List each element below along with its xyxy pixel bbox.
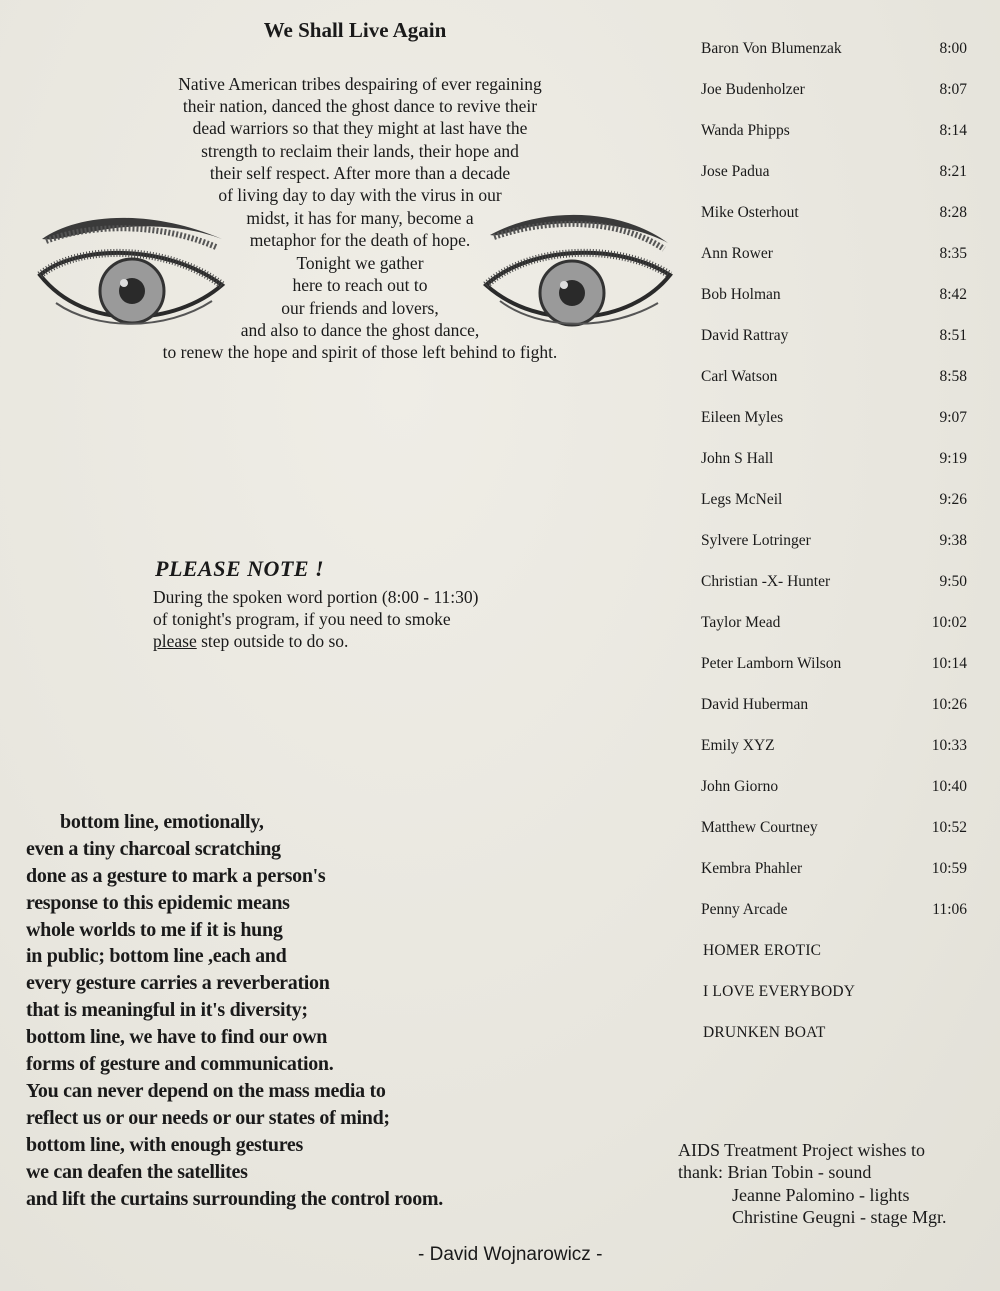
intro-line: strength to reclaim their lands, their hope and bbox=[201, 141, 519, 161]
page-title: We Shall Live Again bbox=[263, 18, 447, 42]
schedule-performer: Mike Osterhout bbox=[701, 204, 799, 221]
thanks-line: Jeanne Palomino - lights bbox=[732, 1185, 910, 1205]
note-line: of tonight's program, if you need to smoke bbox=[153, 609, 451, 629]
note-line: During the spoken word portion (8:00 - 11:30) bbox=[153, 587, 479, 607]
schedule-time: 10:59 bbox=[931, 860, 967, 877]
schedule-time: 8:35 bbox=[939, 245, 967, 262]
schedule-time: 9:07 bbox=[939, 409, 967, 426]
intro-line: Tonight we gather bbox=[296, 253, 424, 273]
schedule-performer: Baron Von Blumenzak bbox=[701, 40, 842, 57]
schedule-performer: Joe Budenholzer bbox=[701, 81, 805, 98]
poem-line: even a tiny charcoal scratching bbox=[26, 838, 281, 860]
schedule-time: 10:14 bbox=[931, 655, 967, 672]
intro-line: to renew the hope and spirit of those left behind to fight. bbox=[162, 342, 558, 362]
poem-line: bottom line, with enough gestures bbox=[26, 1134, 303, 1156]
intro-line: here to reach out to bbox=[292, 275, 428, 295]
thanks-line: thank: Brian Tobin - sound bbox=[678, 1162, 872, 1182]
poem-line: You can never depend on the mass media to bbox=[26, 1080, 386, 1102]
poem-line: every gesture carries a reverberation bbox=[26, 972, 330, 994]
schedule-band: HOMER EROTIC bbox=[703, 942, 822, 959]
note-please-underlined: please bbox=[153, 631, 197, 651]
schedule-time: 10:26 bbox=[931, 696, 967, 713]
schedule-time: 9:26 bbox=[939, 491, 967, 508]
schedule-performer: Legs McNeil bbox=[701, 491, 783, 508]
schedule-performer: Carl Watson bbox=[701, 368, 778, 385]
schedule-performer: Eileen Myles bbox=[701, 409, 784, 426]
schedule-time: 10:52 bbox=[931, 819, 967, 836]
thanks-line: AIDS Treatment Project wishes to bbox=[678, 1140, 925, 1160]
schedule-time: 11:06 bbox=[932, 901, 967, 918]
schedule-performer: Bob Holman bbox=[701, 286, 781, 303]
schedule-performer: Ann Rower bbox=[701, 245, 773, 262]
schedule-time: 8:21 bbox=[939, 163, 967, 180]
schedule-performer: Peter Lamborn Wilson bbox=[701, 655, 842, 672]
schedule-performer: Sylvere Lotringer bbox=[701, 532, 811, 549]
note-heading: PLEASE NOTE ! bbox=[155, 556, 325, 581]
note-line-rest: step outside to do so. bbox=[196, 631, 349, 651]
intro-line: dead warriors so that they might at last have the bbox=[192, 118, 528, 138]
intro-line: midst, it has for many, become a bbox=[246, 208, 474, 228]
intro-line: their nation, danced the ghost dance to revive their bbox=[182, 96, 538, 116]
schedule-performer: John S Hall bbox=[701, 450, 774, 467]
poem-line: in public; bottom line ,each and bbox=[26, 945, 287, 967]
intro-line: of living day to day with the virus in our bbox=[218, 185, 502, 205]
poem-line: we can deafen the satellites bbox=[26, 1161, 248, 1183]
note-line bbox=[153, 631, 348, 652]
thanks-line: Christine Geugni - stage Mgr. bbox=[732, 1207, 947, 1227]
schedule-time: 10:33 bbox=[931, 737, 967, 754]
schedule-time: 10:40 bbox=[931, 778, 967, 795]
poem-line: and lift the curtains surrounding the control room. bbox=[26, 1188, 443, 1210]
intro-line: metaphor for the death of hope. bbox=[249, 230, 471, 250]
poem-line: forms of gesture and communication. bbox=[26, 1053, 334, 1075]
schedule-time: 8:58 bbox=[939, 368, 967, 385]
schedule-time: 8:28 bbox=[939, 204, 967, 221]
intro-line: their self respect. After more than a decade bbox=[209, 163, 511, 183]
poem-line: response to this epidemic means bbox=[26, 892, 290, 914]
poem-line: whole worlds to me if it is hung bbox=[26, 919, 283, 941]
schedule-performer: Emily XYZ bbox=[701, 737, 775, 754]
schedule-time: 9:50 bbox=[939, 573, 967, 590]
poem-line: bottom line, emotionally, bbox=[60, 811, 264, 833]
intro-line: Native American tribes despairing of ever regaining bbox=[178, 74, 542, 94]
schedule-time: 8:07 bbox=[939, 81, 967, 98]
schedule-performer: Matthew Courtney bbox=[701, 819, 818, 836]
poem-line: done as a gesture to mark a person's bbox=[26, 865, 326, 887]
poem-line: that is meaningful in it's diversity; bbox=[26, 999, 308, 1021]
schedule-performer: David Rattray bbox=[701, 327, 789, 344]
schedule-performer: Jose Padua bbox=[701, 163, 770, 180]
schedule-performer: John Giorno bbox=[701, 778, 779, 795]
schedule-time: 8:51 bbox=[939, 327, 967, 344]
signature: - David Wojnarowicz - bbox=[418, 1244, 603, 1265]
schedule-performer: Taylor Mead bbox=[701, 614, 781, 631]
schedule-time: 9:38 bbox=[939, 532, 967, 549]
schedule-performer: David Huberman bbox=[701, 696, 809, 713]
schedule-band: DRUNKEN BOAT bbox=[703, 1024, 826, 1041]
intro-line: and also to dance the ghost dance, bbox=[240, 320, 480, 340]
poem-line: bottom line, we have to find our own bbox=[26, 1026, 328, 1048]
schedule-time: 10:02 bbox=[931, 614, 967, 631]
schedule-performer: Penny Arcade bbox=[701, 901, 788, 918]
schedule-performer: Wanda Phipps bbox=[701, 122, 790, 139]
schedule-performer: Kembra Phahler bbox=[701, 860, 803, 877]
poem-line: reflect us or our needs or our states of mind; bbox=[26, 1107, 390, 1129]
schedule-time: 8:00 bbox=[939, 40, 967, 57]
schedule-time: 8:42 bbox=[939, 286, 967, 303]
intro-line: our friends and lovers, bbox=[281, 298, 439, 318]
schedule-performer: Christian -X- Hunter bbox=[701, 573, 831, 590]
schedule-band: I LOVE EVERYBODY bbox=[703, 983, 856, 1000]
schedule-time: 9:19 bbox=[939, 450, 967, 467]
schedule-time: 8:14 bbox=[939, 122, 967, 139]
